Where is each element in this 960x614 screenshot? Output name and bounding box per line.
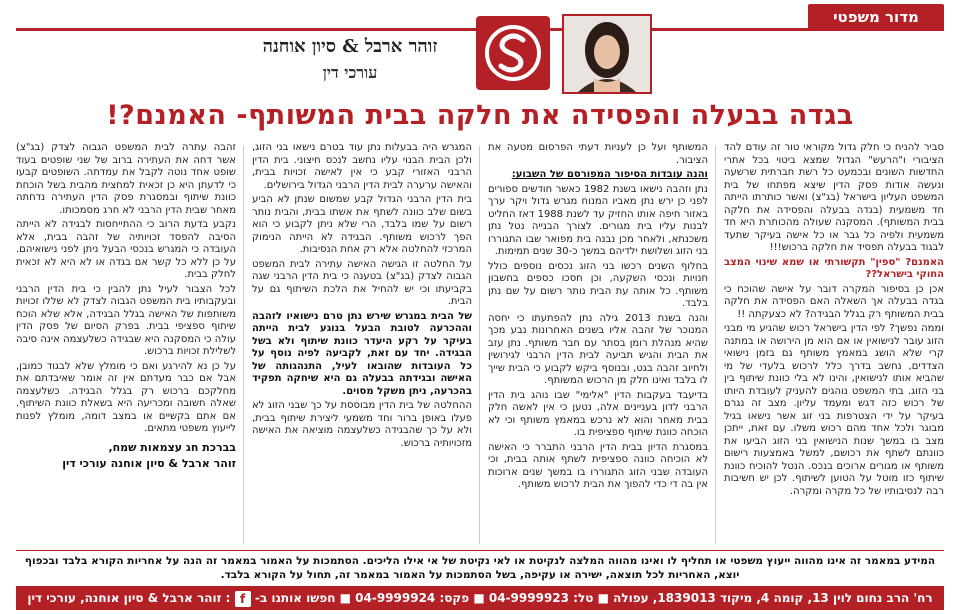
- signoff-greeting: בברכת חג עצמאות שמח,: [108, 440, 236, 454]
- column-1: [724, 142, 944, 547]
- paragraph: לכל הצבור לעיל נתן להבין כי בית הדין הרבני ובעקבותיו בית המשפט הגבוה לצדק לא שללו זכויות משותפות של האישה בגלל הבגידה, אלא שלא הוכח שיתוף ספציפי בבית. בפרק הסיום של פסק הדין עולה כי המסקנה היא שבגידה כשלעצמה אינה סיבה לשלילת זכויות ברכוש.: [16, 283, 236, 357]
- paragraph-bold: של הבית במגרש שירש נתן טרם נישואיו לזהבה וההכרעה לטובת הבעל בנוגע לבית הייתה בעיקר על רקע היעדר כוונת שיתוף ולא בשל הבגידה. יחד עם זאת, לקביעה לפיה נוסף על כל העובדות שהובאו לעיל, התנהגותה של האישה ובגידתה בבעלה גם היא שיחקה תפקיד בהכרעה, ניתן משקל מסוים.: [252, 310, 472, 397]
- paragraph: בית הדין הרבני הגדול קבע שמשום שנתן לא הביע בשום שלב כוונה לשתף את אשתו בבית, והבית נותר רשום על שמו בלבד, הרי שלא ניתן לקבוע כי הוא הפך לרכוש משותף. הבגידה לא הייתה הנימוק המרכזי להחלטה אלא רק אחת הנסיבות.: [252, 194, 472, 255]
- contact-firm: : זוהר ארבל & סיון אוחנה, עורכי דין: [27, 591, 231, 605]
- signoff-authors: זוהר ארבל & סיון אוחנה עורכי דין: [62, 457, 236, 470]
- paragraph: נתן וזהבה נישאו בשנת 1982 כאשר חודשים ספורים לפני כן ירש נתן מאביו המנוח מגרש גדול ויקר ערך באזור חיפה אותו החזיק עד לשנת 1988 דאז החליט לבנות עליו בית מגורים. לצורך הבנייה נטל נתן משכנתא, ולאחר מכן נבנה בית מפואר שבו התגוררו בני הזוג ושלושת ילדיהם במשך כ-30 שנים תמימות.: [488, 183, 708, 257]
- legal-disclaimer: המידע במאמר זה אינו מהווה ייעוץ משפטי או תחליף לו ואינו מהווה המלצה לנקיטת או לאי נקיטת של אי אילו הליכים. הסתמכות על האמור במאמר זה הנה על אחריות הקורא בלבד ובכפוף יוצא, האחריות לכל תוצאה, ישירה או עקיפה, בשל הסתמכות על האמור במאמר זה, תחול על הקורא בלבד.: [16, 550, 944, 582]
- paragraph: אכן כן בסיפור המקרה דובר על אישה שהוכח כי בגדה בבעלה אך השאלה האם הפסידה את חלקה בבית המשותף רק בגלל הבגידה? לא כצעקתה !!: [724, 283, 944, 320]
- paragraph: סביר להניח כי חלק גדול מקוראי טור זה עודם להד הציבורי ו"הרעש" הגדול שמצא ביטוי בכל אתרי החדשות השונים ובכמעט כל רשת חברתית שרשעה ונעשה אודות פסק הדין שיצא מפתחו של בית המשפט העליון בישראל (בג"צ) ואשר כותרתו הייתה חד משמעית (בגדה בבעלה והפסידה את חלקה בבית המשותף). המסקנה שעולה מהכותרת היא חד משמעית ולפיה כל גבר או כל אישה בעיקר שתעד לבגוד בבעלה תפסיד את חלקה ברכוש!!!: [724, 142, 944, 253]
- author-names: זוהר ארבל & סיון אוחנה: [262, 36, 438, 57]
- column-divider: [479, 146, 480, 544]
- section-label: מדור משפטי: [808, 4, 944, 30]
- firm-logo-icon: [476, 16, 550, 90]
- paragraph: על החלטה זו הגישה האישה עתירה לבית המשפט הגבוה לצדק (בג"צ) בטענה כי בית הדין הרבני שגה בקביעתו וכי יש להחיל את הלכת השיתוף גם על הבית.: [252, 258, 472, 307]
- column-divider: [243, 146, 244, 544]
- column-divider: [715, 146, 716, 544]
- question-highlight: האמנם? "ספין" תקשורתי או שמא שינוי המצב החוקי בישראל??: [724, 256, 944, 280]
- firm-logo: [476, 16, 550, 90]
- paragraph: על כן נא להירגע ואם כי מומלץ שלא לבגוד כמובן, אבל אם כבר מעדתם אין זה אומר שאיבדתם את מחלקכם ברכוש רק בגלל הבגידה. כשלעצמה שאלה חשובה ומכריעה היא בשאלת כוונת השיתוף. אם אתם בקשיים או במצב דומה, מומלץ לפנות לייעוץ משפטי מתאים.: [16, 360, 236, 434]
- paragraph: בדיעבד בעקבות הדין "אלימי" שבו נוהג בית הדין הרבני לדון בעניינים אלה, נטען כי אין לאשה חלק בבית מאחר והוא לא נרכש במאמץ משותף וכי לא הוכחה כוונת שיתוף ספציפית בו.: [488, 389, 708, 438]
- paragraph: נקבע בדעת הרוב כי ההתייחסות לבגידה לא הייתה הסיבה להפסד זכויותיה של זהבה בבית, אלא העובדה כי המגרש בנכסי הבעל ניתן לפני נישואיהם. על כן ללא כל קשר אם בגדה או לא היא לא זכאית לחלק בבית.: [16, 219, 236, 280]
- author-photo: [562, 14, 652, 94]
- author-role: עורכי דין: [322, 63, 378, 82]
- paragraph: והנה בשנת 2013 גילה נתן להפתעתו כי יחסה המנוכר של זהבה אליו בשנים האחרונות נבע מכך שהיא מנהלת רומן בסתר עם חבר משותף. נתן עזב את הבית והגיש תביעה לבית הדין הרבני לגירושין ולחיוב זהבה בגט, ובנוסף ביקש לקבוע כי הבית שייך לו בלבד ואינו חלק מן הרכוש המשותף.: [488, 312, 708, 386]
- author-block: [240, 36, 460, 83]
- paragraph: ההחלטה של בית הדין מבוססת על כך שבני הזוג לא פעלו באופן ברור וחד משמעי ליצירת שיתוף בבית, ולא על כך שהבגידה כשלעצמה מוציאה את האישה מזכויותיה ברכוש.: [252, 400, 472, 449]
- author-portrait-icon: [564, 16, 650, 92]
- column-3: [252, 142, 472, 547]
- paragraph: במסגרת הדיון בבית הדין הרבני התברר כי האישה לא הוכיחה כוונה ספציפית לשתף אותה בבית, וכי העובדה שבני הזוג התגוררו בו במשך שנים ארוכות אין בה די כדי להפוך את הבית לרכוש משותף.: [488, 441, 708, 490]
- article-headline: בגדה בבעלה והפסידה את חלקה בבית המשותף- האמנם?!: [106, 100, 854, 131]
- column-4: [16, 142, 236, 547]
- paragraph: המשותף ועל כן לעניות דעתי הפרסום מטעה את הציבור.: [488, 142, 708, 166]
- facebook-icon: f: [235, 591, 251, 607]
- contact-footer: [16, 586, 944, 610]
- paragraph: זהבה עתרה לבית המשפט הגבוה לצדק (בג"צ) אשר דחה את העתירה ברוב של שני שופטים בעוד שופט אחד נוטה לקבל את עמדתה. השופטים קבעו כי לדעתן היא כן זכאית למחצית מהבית בשל הוכחת כוונת שיתוף ובמסגרת פסק הדין העתירה נדחתה מאחר שבית הדין הרבני לא חרג מסמכותו.: [16, 142, 236, 216]
- contact-address: רח' הרב נחום לוין 13, קומה 4, מיקוד 1839013, עפולה ■ טל: 04-9999923 ■ פקס: 04-9999924 ■ חפשו אותנו ב-: [254, 591, 933, 605]
- article-body: [16, 142, 944, 547]
- paragraph: וממה נפשך? לפי הדין בישראל רכוש שהגיע מי מבני הזוג עובר לנישואין או אם הוא מן הירושה או במתנה קרי שלא הושג במאמץ משותף גם בזמן נישואי הצדדים, נחשב בדרך כלל לרכוש בלעדי של מי שהביא אותו לנישואין, והינו לא בלי כוונת שיתוף בין בני הזוג. בתי המשפט נוהגים להעניק לעובדת היותו של רכוש כזה דגש ומעמד עליון. מצב זה נגרם בעיקר על ידי הצטרפות בני זוג אשר נישאו בגיל מבוגר ולכל אחד מהם רכוש משלו. עם זאת, ייתכן מצב בו במשך שנות הנישואין בני הזוג הביעו את כוונתם לשתף את רכושם, למשל באמצעות רישום משותף או מגורים ארוכים בנכס. הנטל להוכיח כוונת שיתוף כזו מוטל על הטוען לשיתוף. לכן יש חשיבות רבה לנסיבותיו של כל מקרה ומקרה.: [724, 323, 944, 497]
- paragraph: המגרש היה בבעלות נתן עוד בטרם נישאו בני הזוג, ולכן הבית הבנוי עליו נחשב לנכס חיצוני. בית הדין הרבני האזורי קבע כי אין לאישה זכויות בבית, והאישה ערערה לבית הדין הרבני הגדול בירושלים.: [252, 142, 472, 191]
- column-2: [488, 142, 708, 547]
- paragraph: בחלוף השנים רכשו בני הזוג נכסים נוספים כולל חנויות ונכסי השקעה, וכן חסכו כספים בחשבון משותף. כל אותה עת הבית נותר רשום על שם נתן בלבד.: [488, 260, 708, 309]
- subheading: והנה עובדות הסיפור המפורסם של השבוע:: [511, 169, 708, 180]
